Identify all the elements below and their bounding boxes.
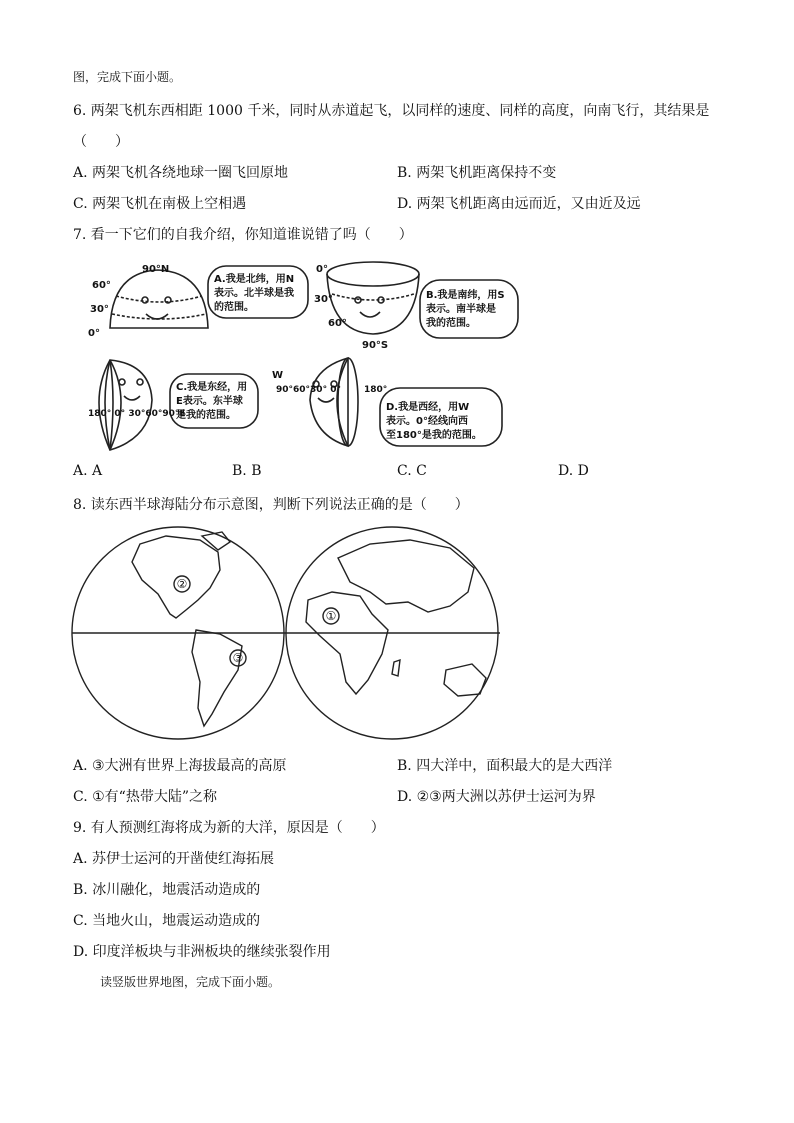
- q7-option-b[interactable]: B. B: [232, 463, 262, 479]
- q8-option-b[interactable]: B. 四大洋中，面积最大的是大西洋: [397, 758, 613, 774]
- bubble-b-line2: 表示。南半球是: [426, 304, 496, 315]
- d-longitude-labels: 90°60°30° 0°: [276, 385, 341, 395]
- q8-option-a[interactable]: A. ③大洲有世界上海拔最高的高原: [73, 758, 287, 774]
- a-lat-0: 0°: [88, 328, 100, 339]
- b-lat-30: 30°: [314, 294, 333, 305]
- australia-outline: [444, 664, 486, 696]
- a-lat-90n: 90°N: [142, 264, 170, 275]
- d-label-w: W: [272, 370, 284, 381]
- madagascar-outline: [392, 660, 400, 676]
- q7-hemisphere-cartoons-figure: [80, 250, 540, 460]
- bubble-c-line1: C.我是东经，用: [176, 382, 248, 393]
- q7-option-d[interactable]: D. D: [558, 463, 589, 479]
- intro-text-bottom: 读竖版世界地图，完成下面小题。: [100, 975, 281, 989]
- c-longitude-labels: 180° 0° 30°60°90°E: [88, 409, 186, 419]
- q6-option-b[interactable]: B. 两架飞机距离保持不变: [397, 165, 557, 181]
- map-label-2: ②: [176, 577, 188, 591]
- q9-stem: 9. 有人预测红海将成为新的大洋，原因是（ ）: [73, 820, 385, 836]
- b-lat-0: 0°: [316, 264, 328, 275]
- q9-option-d[interactable]: D. 印度洋板块与非洲板块的继续张裂作用: [73, 944, 331, 960]
- eurasia-outline: [338, 540, 474, 612]
- west-hemisphere-cartoon: [310, 358, 358, 446]
- q9-option-b[interactable]: B. 冰川融化，地震活动造成的: [73, 882, 261, 898]
- q9-option-a[interactable]: A. 苏伊士运河的开凿使红海拓展: [73, 851, 275, 867]
- bubble-b-line3: 我的范围。: [426, 318, 476, 329]
- bubble-a-line3: 的范围。: [214, 302, 254, 313]
- q8-stem: 8. 读东西半球海陆分布示意图，判断下列说法正确的是（ ）: [73, 497, 469, 513]
- bubble-d-line3: 至180°是我的范围。: [386, 430, 482, 441]
- q9-option-c[interactable]: C. 当地火山，地震运动造成的: [73, 913, 261, 929]
- b-lat-90s: 90°S: [362, 340, 389, 351]
- africa-outline: [306, 592, 388, 694]
- bubble-c-line3: 是我的范围。: [176, 410, 236, 421]
- q6-stem: 6. 两架飞机东西相距 1000 千米，同时从赤道起飞，以同样的速度、同样的高度，向南飞行，其结果是: [73, 103, 710, 119]
- bubble-d-line2: 表示。0°经线向西: [386, 416, 468, 427]
- q6-option-c[interactable]: C. 两架飞机在南极上空相遇: [73, 196, 247, 212]
- q7-option-c[interactable]: C. C: [397, 463, 427, 479]
- bubble-c-line2: E表示。东半球: [176, 396, 243, 407]
- q8-option-c[interactable]: C. ①有“热带大陆”之称: [73, 789, 217, 805]
- map-label-1: ①: [325, 609, 337, 623]
- d-lon-180: 180°: [364, 385, 388, 395]
- east-hemisphere-cartoon: [99, 360, 152, 450]
- bubble-d-line1: D.我是西经，用W: [386, 402, 470, 413]
- q7-option-a[interactable]: A. A: [73, 463, 103, 479]
- q6-answer-paren: （ ）: [73, 134, 129, 150]
- bubble-a-line1: A.我是北纬，用N: [214, 274, 295, 285]
- south-america-outline: [192, 630, 242, 726]
- a-lat-30: 30°: [90, 304, 109, 315]
- map-label-3: ③: [232, 651, 244, 665]
- q8-option-d[interactable]: D. ②③两大洲以苏伊士运河为界: [397, 789, 596, 805]
- q6-option-d[interactable]: D. 两架飞机距离由远而近，又由近及远: [397, 196, 641, 212]
- q8-hemispheres-map: [70, 522, 502, 748]
- intro-text-top: 图，完成下面小题。: [73, 70, 182, 84]
- q6-option-a[interactable]: A. 两架飞机各绕地球一圈飞回原地: [73, 165, 289, 181]
- bubble-a-line2: 表示。北半球是我: [214, 288, 294, 299]
- q7-stem: 7. 看一下它们的自我介绍，你知道谁说错了吗（ ）: [73, 227, 413, 243]
- bubble-b-line1: B.我是南纬，用S: [426, 290, 505, 301]
- a-lat-60: 60°: [92, 280, 111, 291]
- north-hemisphere-cartoon: [110, 270, 208, 328]
- b-lat-60: 60°: [328, 318, 347, 329]
